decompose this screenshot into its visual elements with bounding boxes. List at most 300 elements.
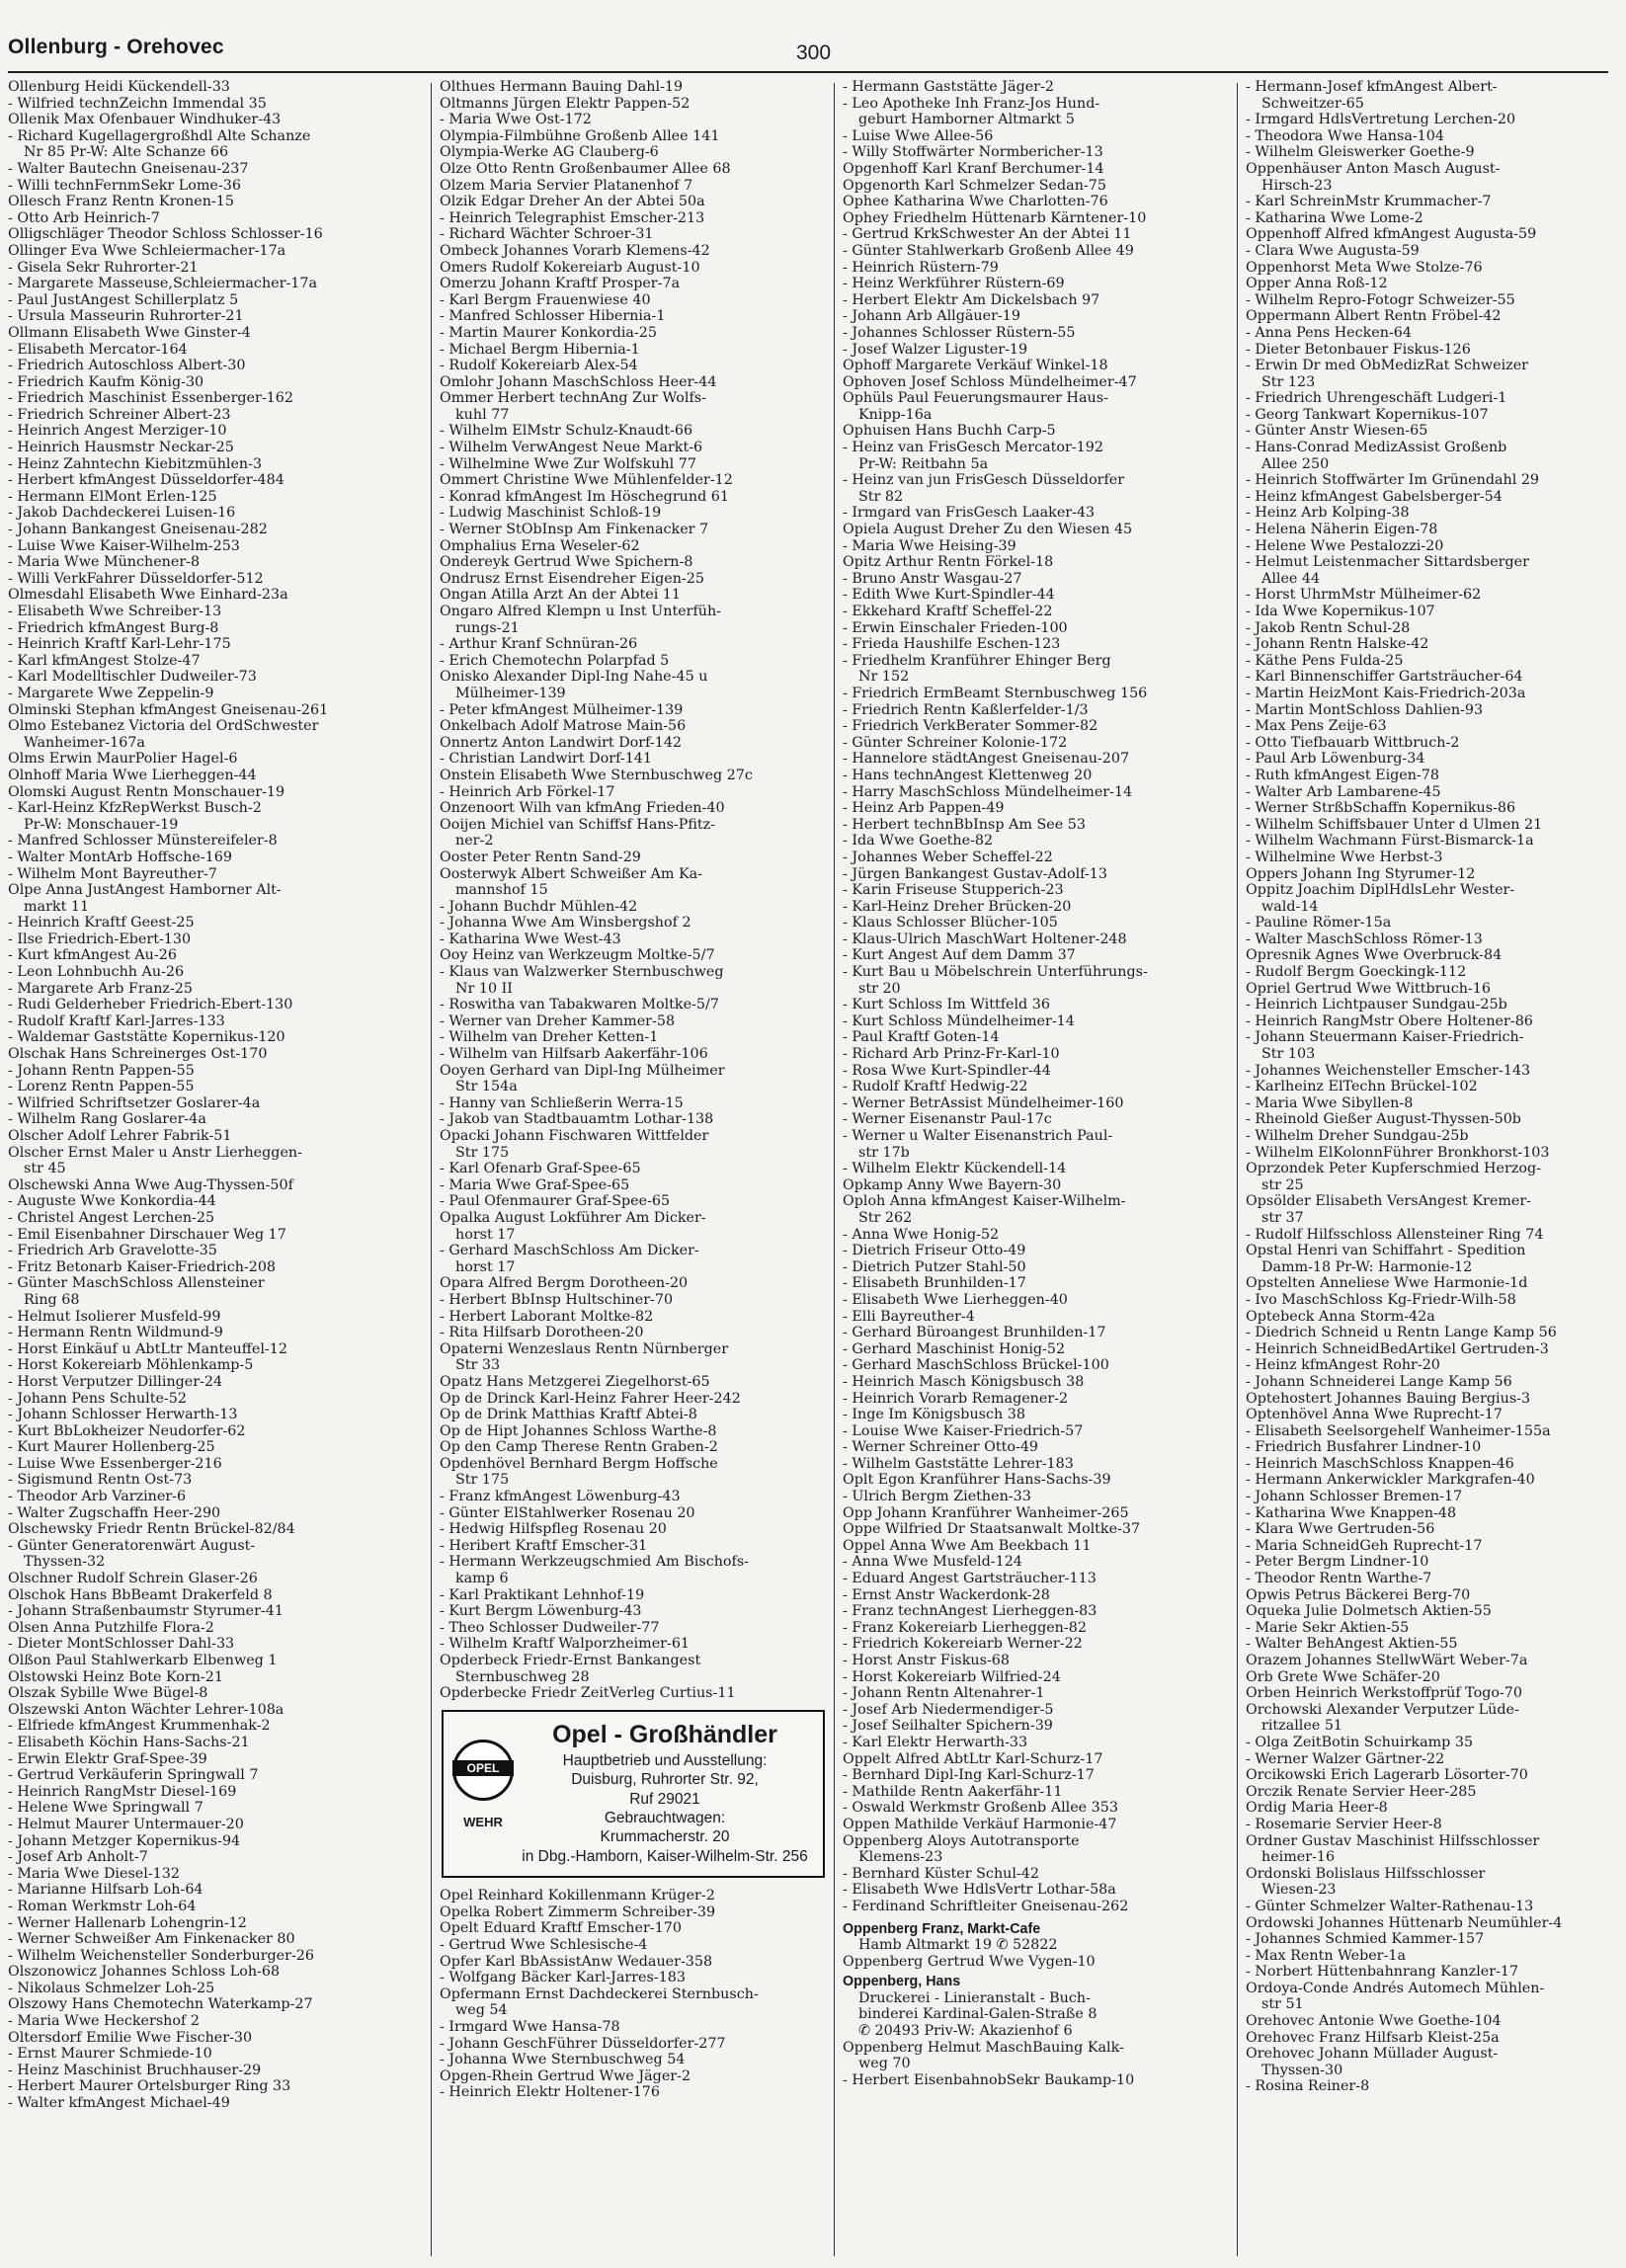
directory-entry: - Horst Anstr Fiskus-68 bbox=[843, 1653, 1010, 1668]
directory-entry: Olschner Rudolf Schrein Glaser-26 bbox=[8, 1571, 258, 1587]
directory-entry: Oppermann Albert Rentn Fröbel-42 bbox=[1246, 308, 1502, 325]
directory-entry: Omers Rudolf Kokereiarb August-10 bbox=[440, 259, 700, 276]
directory-entry: - Mathilde Rentn Aakerfähr-11 bbox=[843, 1783, 1063, 1800]
directory-entry: - Martin MontSchloss Dahlien-93 bbox=[1246, 701, 1484, 718]
directory-entry: Olympia-Filmbühne Großenb Allee 141 bbox=[440, 127, 720, 144]
directory-entry: Klemens-23 bbox=[858, 1849, 943, 1866]
directory-entry: Onkelbach Adolf Matrose Main-56 bbox=[440, 718, 687, 735]
directory-entry: Opresnik Agnes Wwe Overbruck-84 bbox=[1246, 947, 1503, 964]
directory-entry: - Elisabeth Seelsorgehelf Wanheimer-155a bbox=[1246, 1422, 1551, 1439]
ad-line: Hauptbetrieb und Ausstellung: bbox=[562, 1751, 768, 1769]
directory-entry: - Paul Ofenmaurer Graf-Spee-65 bbox=[440, 1193, 671, 1210]
directory-entry: - Johannes Schmied Kammer-157 bbox=[1246, 1931, 1485, 1948]
directory-entry: - Ernst Anstr Wackerdonk-28 bbox=[843, 1586, 1050, 1603]
directory-entry: - Maria Wwe Heckershof 2 bbox=[8, 2013, 200, 2030]
directory-entry: Opstal Henri van Schiffahrt - Spedition bbox=[1246, 1243, 1526, 1259]
directory-entry: - Johann GeschFührer Düsseldorfer-277 bbox=[440, 2035, 726, 2052]
directory-entry: - Wilhelmine Wwe Herbst-3 bbox=[1246, 849, 1443, 865]
directory-entry: - Katharina Wwe Knappen-48 bbox=[1246, 1504, 1457, 1521]
directory-entry: - Karin Friseuse Stupperich-23 bbox=[843, 882, 1064, 899]
directory-entry: Oplt Egon Kranführer Hans-Sachs-39 bbox=[843, 1472, 1111, 1489]
ad-title: Opel - Großhändler bbox=[552, 1720, 777, 1748]
directory-entry: str 45 bbox=[24, 1161, 66, 1177]
directory-entry: - Karl Praktikant Lehnhof-19 bbox=[440, 1586, 645, 1603]
directory-entry: - Heinrich Hausmstr Neckar-25 bbox=[8, 440, 234, 456]
directory-entry: - Sigismund Rentn Ost-73 bbox=[8, 1472, 193, 1489]
directory-entry: - Johann Pens Schulte-52 bbox=[8, 1390, 187, 1407]
directory-entry: - Elisabeth Wwe Schreiber-13 bbox=[8, 604, 222, 619]
directory-entry: - Heinrich Kraftf Geest-25 bbox=[8, 915, 195, 932]
directory-entry: - Konrad kfmAngest Im Höschegrund 61 bbox=[440, 488, 729, 505]
directory-entry: Orazem Johannes StellwWärt Weber-7a bbox=[1246, 1653, 1528, 1668]
directory-entry: - Herbert BbInsp Hultschiner-70 bbox=[440, 1291, 674, 1308]
directory-entry: - Martin HeizMont Kais-Friedrich-203a bbox=[1246, 685, 1526, 701]
directory-entry: ✆ 20493 Priv-W: Akazienhof 6 bbox=[858, 2023, 1073, 2040]
directory-entry: Opsölder Elisabeth VersAngest Kremer- bbox=[1246, 1193, 1532, 1210]
directory-entry: - Dietrich Putzer Stahl-50 bbox=[843, 1258, 1026, 1275]
directory-entry: Optenhövel Anna Wwe Ruprecht-17 bbox=[1246, 1407, 1503, 1423]
directory-entry: Olszonowicz Johannes Schloss Loh-68 bbox=[8, 1964, 281, 1981]
directory-entry: - Karl Bergm Frauenwiese 40 bbox=[440, 291, 651, 308]
directory-entry: - Christel Angest Lerchen-25 bbox=[8, 1209, 215, 1226]
directory-entry: - Johann Schneiderei Lange Kamp 56 bbox=[1246, 1373, 1512, 1390]
directory-entry: Oppenberg Helmut MaschBauing Kalk- bbox=[843, 2039, 1124, 2056]
directory-entry: - Friedrich Kaufm König-30 bbox=[8, 373, 204, 390]
directory-entry: - Jakob van Stadtbauamtm Lothar-138 bbox=[440, 1111, 714, 1128]
directory-entry: - Werner u Walter Eisenanstrich Paul- bbox=[843, 1128, 1113, 1144]
directory-entry: - Arthur Kranf Schnüran-26 bbox=[440, 636, 638, 653]
directory-entry: kamp 6 bbox=[455, 1571, 509, 1587]
directory-entry: Op den Camp Therese Rentn Graben-2 bbox=[440, 1439, 718, 1456]
directory-entry: - Johann Bankangest Gneisenau-282 bbox=[8, 522, 268, 538]
directory-entry: - Erwin Dr med ObMedizRat Schweizer bbox=[1246, 358, 1529, 374]
directory-entry: Ombeck Johannes Vorarb Klemens-42 bbox=[440, 242, 710, 259]
directory-entry: - Theodor Rentn Warthe-7 bbox=[1246, 1571, 1432, 1587]
directory-entry: - Elli Bayreuther-4 bbox=[843, 1308, 975, 1325]
directory-entry: Pr-W: Monschauer-19 bbox=[24, 816, 179, 833]
directory-entry: Thyssen-30 bbox=[1261, 2062, 1343, 2078]
directory-entry: - Wilfried Schriftsetzer Goslarer-4a bbox=[8, 1094, 261, 1111]
directory-entry: - Norbert Hüttenbahnrang Kanzler-17 bbox=[1246, 1964, 1519, 1981]
directory-entry: - Heinrich SchneidBedArtikel Gertruden-3 bbox=[1246, 1340, 1549, 1357]
directory-entry: Sternbuschweg 28 bbox=[455, 1668, 590, 1685]
directory-entry: - Horst Kokereiarb Möhlenkamp-5 bbox=[8, 1357, 254, 1374]
directory-entry: - Rudolf Bergm Goeckingk-112 bbox=[1246, 964, 1467, 981]
directory-entry: - Wilfried technZeichn Immendal 35 bbox=[8, 95, 267, 112]
directory-entry: Ongaro Alfred Klempn u Inst Unterfüh- bbox=[440, 604, 722, 619]
directory-entry: Str 262 bbox=[858, 1209, 913, 1226]
directory-entry: Olschak Hans Schreinerges Ost-170 bbox=[8, 1046, 268, 1063]
opel-logo-subtitle: WEHR bbox=[463, 1814, 503, 1829]
directory-entry: - Willi technFernmSekr Lome-36 bbox=[8, 177, 241, 194]
directory-entry: - Gerhard MaschSchloss Brückel-100 bbox=[843, 1357, 1109, 1374]
directory-entry: Opacki Johann Fischwaren Wittfelder bbox=[440, 1128, 709, 1144]
directory-entry: - Friedrich kfmAngest Burg-8 bbox=[8, 619, 219, 636]
directory-entry: - Herbert EisenbahnobSekr Baukamp-10 bbox=[843, 2071, 1135, 2088]
directory-entry: - Roman Werkmstr Loh-64 bbox=[8, 1898, 197, 1914]
ad-line: Duisburg, Ruhrorter Str. 92, bbox=[571, 1771, 759, 1789]
directory-entry: - Luise Wwe Essenberger-216 bbox=[8, 1455, 222, 1472]
directory-entry: - Wilhelm Wachmann Fürst-Bismarck-1a bbox=[1246, 833, 1534, 850]
column-1 bbox=[8, 79, 395, 2262]
directory-entry: Olnhoff Maria Wwe Lierheggen-44 bbox=[8, 767, 257, 783]
directory-entry: - Kurt Bergm Löwenburg-43 bbox=[440, 1603, 642, 1620]
directory-entry: Olszowy Hans Chemotechn Waterkamp-27 bbox=[8, 1996, 313, 2013]
directory-entry: Opaterni Wenzeslaus Rentn Nürnberger bbox=[440, 1340, 729, 1357]
ad-line: Ruf 29021 bbox=[629, 1790, 700, 1808]
directory-entry: Ordoya-Conde Andrés Automech Mühlen- bbox=[1246, 1980, 1545, 1996]
directory-entry: Opfer Karl BbAssistAnw Wedauer-358 bbox=[440, 1953, 713, 1970]
directory-entry: - Leo Apotheke Inh Franz-Jos Hund- bbox=[843, 95, 1100, 112]
directory-entry: - Herbert Maurer Ortelsburger Ring 33 bbox=[8, 2078, 291, 2095]
directory-entry: - Walter BehAngest Aktien-55 bbox=[1246, 1636, 1458, 1653]
directory-entry: - Rheinold Gießer August-Thyssen-50b bbox=[1246, 1111, 1521, 1128]
directory-entry: - Wilhelm Dreher Sundgau-25b bbox=[1246, 1128, 1469, 1144]
directory-entry: Oosterwyk Albert Schweißer Am Ka- bbox=[440, 865, 702, 882]
column-3 bbox=[843, 79, 1230, 2262]
directory-entry: Orchowski Alexander Verputzer Lüde- bbox=[1246, 1701, 1519, 1718]
directory-entry: - Dieter MontSchlosser Dahl-33 bbox=[8, 1636, 235, 1653]
directory-entry: - Auguste Wwe Konkordia-44 bbox=[8, 1193, 216, 1210]
directory-entry: - Paul Kraftf Goten-14 bbox=[843, 1029, 1000, 1046]
directory-entry: Olsen Anna Putzhilfe Flora-2 bbox=[8, 1619, 214, 1636]
directory-entry: - Werner StObInsp Am Finkenacker 7 bbox=[440, 522, 709, 538]
directory-entry: - Horst Kokereiarb Wilfried-24 bbox=[843, 1668, 1061, 1685]
directory-entry: - Günter MaschSchloss Allensteiner bbox=[8, 1275, 265, 1292]
directory-entry: Opper Anna Roß-12 bbox=[1246, 276, 1388, 292]
directory-entry: Optebeck Anna Storm-42a bbox=[1246, 1308, 1435, 1325]
directory-entry: - Heinrich Masch Königsbusch 38 bbox=[843, 1373, 1085, 1390]
directory-entry: kuhl 77 bbox=[455, 406, 510, 423]
column-divider bbox=[834, 83, 835, 2256]
opel-advertisement bbox=[442, 1710, 825, 1878]
directory-entry: - Inge Im Königsbusch 38 bbox=[843, 1407, 1025, 1423]
directory-entry: Knipp-16a bbox=[858, 406, 933, 423]
directory-entry: str 25 bbox=[1261, 1176, 1304, 1193]
directory-entry: - Marianne Hilfsarb Loh-64 bbox=[8, 1882, 203, 1899]
directory-entry: Str 154a bbox=[455, 1079, 518, 1095]
directory-entry: - Theo Schlosser Dudweiler-77 bbox=[440, 1619, 660, 1636]
directory-entry: - Werner Hallenarb Lohengrin-12 bbox=[8, 1914, 247, 1931]
directory-entry: heimer-16 bbox=[1261, 1849, 1336, 1866]
directory-entry: - Herbert Laborant Moltke-82 bbox=[440, 1308, 654, 1325]
directory-entry: - Walter kfmAngest Michael-49 bbox=[8, 2095, 230, 2112]
directory-entry: Orehovec Johann Müllader August- bbox=[1246, 2046, 1499, 2063]
directory-entry: Ophey Friedhelm Hüttenarb Kärntener-10 bbox=[843, 209, 1147, 226]
directory-entry: - Hermann ElMont Erlen-125 bbox=[8, 488, 217, 505]
directory-entry: - Friedrich VerkBerater Sommer-82 bbox=[843, 718, 1098, 735]
directory-entry: - Ilse Friedrich-Ebert-130 bbox=[8, 931, 192, 947]
directory-entry: Oppenhorst Meta Wwe Stolze-76 bbox=[1246, 259, 1483, 276]
directory-entry: - Ida Wwe Goethe-82 bbox=[843, 833, 994, 850]
directory-entry: Orb Grete Wwe Schäfer-20 bbox=[1246, 1668, 1440, 1685]
directory-entry: - Friedrich Arb Gravelotte-35 bbox=[8, 1243, 217, 1259]
directory-entry: Op de Drink Matthias Kraftf Abtei-8 bbox=[440, 1407, 697, 1423]
directory-entry: - Karlheinz ElTechn Brückel-102 bbox=[1246, 1079, 1478, 1095]
directory-entry: Hirsch-23 bbox=[1261, 177, 1333, 194]
directory-entry: - Pauline Römer-15a bbox=[1246, 915, 1392, 932]
directory-entry: - Maria Wwe Münchener-8 bbox=[8, 554, 201, 571]
directory-entry: Ring 68 bbox=[24, 1291, 80, 1308]
directory-entry: weg 54 bbox=[455, 2002, 508, 2019]
directory-entry: - Theodora Wwe Hansa-104 bbox=[1246, 127, 1444, 144]
directory-entry: - Leon Lohnbuchh Au-26 bbox=[8, 964, 185, 981]
directory-entry: - Walter Arb Lambarene-45 bbox=[1246, 783, 1441, 800]
ad-text bbox=[515, 1720, 815, 1866]
directory-entry: Opriel Gertrud Wwe Wittbruch-16 bbox=[1246, 980, 1491, 997]
directory-entry: - Kurt Angest Auf dem Damm 37 bbox=[843, 947, 1076, 964]
directory-entry: - Maria SchneidGeh Ruprecht-17 bbox=[1246, 1537, 1483, 1554]
directory-entry: - Wilhelm van Dreher Ketten-1 bbox=[440, 1029, 659, 1046]
directory-entry: - Johann Steuermann Kaiser-Friedrich- bbox=[1246, 1029, 1524, 1046]
directory-entry: - Günter Stahlwerkarb Großenb Allee 49 bbox=[843, 242, 1134, 259]
directory-entry: - Jakob Rentn Schul-28 bbox=[1246, 619, 1411, 636]
directory-entry: Oprzondek Peter Kupferschmied Herzog- bbox=[1246, 1161, 1541, 1177]
directory-entry: Olympia-Werke AG Clauberg-6 bbox=[440, 144, 659, 161]
directory-entry: Ooster Peter Rentn Sand-29 bbox=[440, 849, 641, 865]
directory-entry: - Bernhard Dipl-Ing Karl-Schurz-17 bbox=[843, 1767, 1095, 1784]
directory-entry: Optehostert Johannes Bauing Bergius-3 bbox=[1246, 1390, 1531, 1407]
directory-entry: - Heinrich Kraftf Karl-Lehr-175 bbox=[8, 636, 231, 653]
directory-entry: - Georg Tankwart Kopernikus-107 bbox=[1246, 406, 1489, 423]
listing-heading: Oppenberg, Hans bbox=[843, 1974, 961, 1990]
directory-entry: Opdenhövel Bernhard Bergm Hoffsche bbox=[440, 1455, 718, 1472]
directory-entry: Str 123 bbox=[1261, 373, 1316, 390]
directory-entry: Ordig Maria Heer-8 bbox=[1246, 1800, 1388, 1817]
directory-entry: - Gertrud Verkäuferin Springwall 7 bbox=[8, 1767, 259, 1784]
directory-entry: - Werner Eisenanstr Paul-17c bbox=[843, 1111, 1052, 1128]
directory-entry: - Elisabeth Wwe Lierheggen-40 bbox=[843, 1291, 1068, 1308]
directory-entry: - Helmut Maurer Untermauer-20 bbox=[8, 1816, 244, 1832]
directory-entry: - Otto Arb Heinrich-7 bbox=[8, 209, 160, 226]
directory-entry: Ordonski Bolislaus Hilfsschlosser bbox=[1246, 1865, 1486, 1882]
directory-entry: mannshof 15 bbox=[455, 882, 548, 899]
directory-entry: Oppenberg Aloys Autotransporte bbox=[843, 1832, 1080, 1849]
directory-entry: - Wilhelm ElKolonnFührer Bronkhorst-103 bbox=[1246, 1144, 1550, 1161]
directory-entry: - Hedwig Hilfspfleg Rosenau 20 bbox=[440, 1521, 667, 1538]
column-3-entries-top bbox=[843, 79, 1230, 1915]
directory-entry: - Walter MontArb Hoffsche-169 bbox=[8, 849, 232, 865]
directory-entry: - Erich Chemotechn Polarpfad 5 bbox=[440, 652, 670, 669]
column-4 bbox=[1246, 79, 1626, 2262]
directory-entry: - Helene Wwe Pestalozzi-20 bbox=[1246, 537, 1444, 554]
opel-logo-icon bbox=[452, 1740, 514, 1801]
directory-entry: Ollesch Franz Rentn Kronen-15 bbox=[8, 194, 234, 210]
directory-entry: Olszewski Anton Wächter Lehrer-108a bbox=[8, 1701, 285, 1718]
directory-entry: markt 11 bbox=[24, 898, 90, 915]
directory-entry: - Frieda Haushilfe Eschen-123 bbox=[843, 636, 1061, 653]
directory-entry: - Johann Arb Allgäuer-19 bbox=[843, 308, 1020, 325]
directory-entry: Olomski August Rentn Monschauer-19 bbox=[8, 783, 285, 800]
directory-entry: - Walter Zugschaffn Heer-290 bbox=[8, 1504, 221, 1521]
directory-entry: Oppe Wilfried Dr Staatsanwalt Moltke-37 bbox=[843, 1521, 1141, 1538]
directory-entry: Opitz Arthur Rentn Förkel-18 bbox=[843, 554, 1054, 571]
directory-entry: - Rudolf Hilfsschloss Allensteiner Ring 74 bbox=[1246, 1226, 1544, 1243]
directory-entry: - Willi VerkFahrer Düsseldorfer-512 bbox=[8, 570, 264, 587]
directory-entry: Olßon Paul Stahlwerkarb Elbenweg 1 bbox=[8, 1653, 278, 1668]
ad-line: in Dbg.-Hamborn, Kaiser-Wilhelm-Str. 256 bbox=[522, 1847, 808, 1865]
directory-entry: Ooy Heinz van Werkzeugm Moltke-5/7 bbox=[440, 947, 715, 964]
directory-entry: Opderbeck Friedr-Ernst Bankangest bbox=[440, 1653, 701, 1668]
directory-entry: Olpe Anna JustAngest Hamborner Alt- bbox=[8, 882, 282, 899]
directory-entry: - Eduard Angest Gartsträucher-113 bbox=[843, 1571, 1097, 1587]
directory-entry: - Werner StrßbSchaffn Kopernikus-86 bbox=[1246, 800, 1516, 817]
directory-entry: Olscher Adolf Lehrer Fabrik-51 bbox=[8, 1128, 232, 1144]
directory-entry: - Oswald Werkmstr Großenb Allee 353 bbox=[843, 1800, 1118, 1817]
directory-entry: Omlohr Johann MaschSchloss Heer-44 bbox=[440, 373, 717, 390]
directory-entry: - Wilhelm Gleiswerker Goethe-9 bbox=[1246, 144, 1475, 161]
directory-entry: Opatz Hans Metzgerei Ziegelhorst-65 bbox=[440, 1373, 710, 1390]
directory-entry: - Helmut Leistenmacher Sittardsberger bbox=[1246, 554, 1529, 571]
directory-entry: Orczik Renate Servier Heer-285 bbox=[1246, 1783, 1477, 1800]
directory-entry: - Friedrich Uhrengeschäft Ludgeri-1 bbox=[1246, 390, 1507, 407]
directory-entry: - Max Pens Zeije-63 bbox=[1246, 718, 1387, 735]
directory-entry: Onzenoort Wilh van kfmAng Frieden-40 bbox=[440, 800, 725, 817]
directory-entry: - Johann Rentn Pappen-55 bbox=[8, 1062, 195, 1079]
directory-entry: binderei Kardinal-Galen-Straße 8 bbox=[858, 2006, 1098, 2023]
directory-entry: - Klaus-Ulrich MaschWart Holtener-248 bbox=[843, 931, 1127, 947]
directory-entry: - Günter Anstr Wiesen-65 bbox=[1246, 423, 1428, 440]
directory-entry: - Rudolf Kraftf Karl-Jarres-133 bbox=[8, 1012, 225, 1029]
directory-entry: - Kurt Schloss Mündelheimer-14 bbox=[843, 1012, 1075, 1029]
directory-entry: Onisko Alexander Dipl-Ing Nahe-45 u bbox=[440, 669, 708, 686]
directory-entry: Nr 85 Pr-W: Alte Schanze 66 bbox=[24, 144, 229, 161]
directory-entry: - Franz kfmAngest Löwenburg-43 bbox=[440, 1489, 681, 1505]
directory-entry: str 20 bbox=[858, 980, 901, 997]
directory-entry: Ondrusz Ernst Eisendreher Eigen-25 bbox=[440, 570, 705, 587]
directory-entry: - Johann Buchdr Mühlen-42 bbox=[440, 898, 638, 915]
directory-entry: - Richard Kugellagergroßhdl Alte Schanze bbox=[8, 127, 311, 144]
directory-entry: - Rosemarie Servier Heer-8 bbox=[1246, 1816, 1442, 1832]
column-divider bbox=[1237, 83, 1238, 2256]
directory-entry: - Edith Wwe Kurt-Spindler-44 bbox=[843, 587, 1055, 604]
directory-entry: - Karl-Heinz Dreher Brücken-20 bbox=[843, 898, 1072, 915]
directory-entry: - Wilhelm Elektr Kückendell-14 bbox=[843, 1161, 1067, 1177]
directory-entry: Ommer Herbert technAng Zur Wolfs- bbox=[440, 390, 706, 407]
directory-entry: Olschewski Anna Wwe Aug-Thyssen-50f bbox=[8, 1176, 293, 1193]
directory-entry: Olzem Maria Servier Platanenhof 7 bbox=[440, 177, 693, 194]
directory-entry: - Elisabeth Brunhilden-17 bbox=[843, 1275, 1026, 1292]
directory-entry: Ooijen Michiel van Schiffsf Hans-Pfitz- bbox=[440, 816, 716, 833]
directory-entry: - Werner BetrAssist Mündelheimer-160 bbox=[843, 1094, 1124, 1111]
directory-entry: - Nikolaus Schmelzer Loh-25 bbox=[8, 1980, 215, 1996]
directory-entry: Onnertz Anton Landwirt Dorf-142 bbox=[440, 734, 683, 751]
directory-entry: Oppel Anna Wwe Am Beekbach 11 bbox=[843, 1537, 1092, 1554]
directory-entry: - Werner Schweißer Am Finkenacker 80 bbox=[8, 1931, 295, 1948]
directory-entry: - Heinrich Arb Förkel-17 bbox=[440, 783, 615, 800]
directory-entry: - Elfriede kfmAngest Krummenhak-2 bbox=[8, 1718, 271, 1735]
directory-entry: - Josef Arb Anholt-7 bbox=[8, 1849, 148, 1866]
directory-entry: - Werner Walzer Gärtner-22 bbox=[1246, 1750, 1445, 1767]
directory-entry: - Johann Straßenbaumstr Styrumer-41 bbox=[8, 1603, 284, 1620]
directory-entry: - Friedrich Maschinist Essenberger-162 bbox=[8, 390, 293, 407]
directory-entry: Opiela August Dreher Zu den Wiesen 45 bbox=[843, 522, 1133, 538]
directory-entry: - Irmgard Wwe Hansa-78 bbox=[440, 2018, 620, 2035]
directory-entry: - Dietrich Friseur Otto-49 bbox=[843, 1243, 1026, 1259]
directory-entry: Oppen Mathilde Verkäuf Harmonie-47 bbox=[843, 1816, 1117, 1832]
directory-entry: - Heinz Arb Kolping-38 bbox=[1246, 505, 1410, 522]
directory-entry: Str 103 bbox=[1261, 1046, 1316, 1063]
directory-entry: - Ruth kfmAngest Eigen-78 bbox=[1246, 767, 1439, 783]
directory-entry: - Maria Wwe Graf-Spee-65 bbox=[440, 1176, 630, 1193]
directory-entry: - Jürgen Bankangest Gustav-Adolf-13 bbox=[843, 865, 1107, 882]
directory-entry: Olzik Edgar Dreher An der Abtei 50a bbox=[440, 194, 705, 210]
directory-entry: - Friedrich Rentn Kaßlerfelder-1/3 bbox=[843, 701, 1089, 718]
directory-entry: - Hans technAngest Klettenweg 20 bbox=[843, 767, 1093, 783]
directory-entry: - Heinz van jun FrisGesch Düsseldorfer bbox=[843, 472, 1125, 489]
directory-entry: - Emil Eisenbahner Dirschauer Weg 17 bbox=[8, 1226, 286, 1243]
directory-entry: - Heinrich Telegraphist Emscher-213 bbox=[440, 209, 705, 226]
directory-entry: Omerzu Johann Kraftf Prosper-7a bbox=[440, 276, 681, 292]
directory-entry: - Gisela Sekr Ruhrorter-21 bbox=[8, 259, 199, 276]
directory-entry: - Elisabeth Wwe HdlsVertr Lothar-58a bbox=[843, 1882, 1116, 1899]
directory-entry: - Anna Wwe Honig-52 bbox=[843, 1226, 1000, 1243]
directory-entry: Oppenberg Gertrud Wwe Vygen-10 bbox=[843, 1953, 1096, 1970]
directory-entry: rungs-21 bbox=[455, 619, 520, 636]
directory-entry: Opelt Eduard Kraftf Emscher-170 bbox=[440, 1920, 682, 1937]
directory-entry: - Paul JustAngest Schillerplatz 5 bbox=[8, 291, 239, 308]
directory-entry: - Ferdinand Schriftleiter Gneisenau-262 bbox=[843, 1898, 1129, 1914]
directory-entry: ner-2 bbox=[455, 833, 494, 850]
directory-entry: Op de Drinck Karl-Heinz Fahrer Heer-242 bbox=[440, 1390, 741, 1407]
directory-entry: - Rudolf Kraftf Hedwig-22 bbox=[843, 1079, 1028, 1095]
directory-entry: Ophee Katharina Wwe Charlotten-76 bbox=[843, 194, 1108, 210]
directory-entry: horst 17 bbox=[455, 1258, 516, 1275]
directory-entry: - Olga ZeitBotin Schuirkamp 35 bbox=[1246, 1734, 1474, 1750]
directory-entry: - Heinz Werkführer Rüstern-69 bbox=[843, 276, 1065, 292]
directory-entry: - Diedrich Schneid u Rentn Lange Kamp 56 bbox=[1246, 1325, 1557, 1341]
directory-entry: - Maria Wwe Heising-39 bbox=[843, 537, 1016, 554]
directory-entry: - Karl kfmAngest Stolze-47 bbox=[8, 652, 201, 669]
directory-entry: Schweitzer-65 bbox=[1261, 95, 1364, 112]
directory-entry: geburt Hamborner Altmarkt 5 bbox=[858, 112, 1075, 128]
directory-entry: - Ekkehard Kraftf Scheffel-22 bbox=[843, 604, 1053, 619]
directory-entry: - Clara Wwe Augusta-59 bbox=[1246, 242, 1420, 259]
column-divider bbox=[431, 83, 432, 2256]
column-2-entries-top bbox=[440, 79, 827, 1702]
directory-entry: Oqueka Julie Dolmetsch Aktien-55 bbox=[1246, 1603, 1492, 1620]
directory-entry: - Maria Wwe Diesel-132 bbox=[8, 1865, 180, 1882]
directory-entry: - Hermann Rentn Wildmund-9 bbox=[8, 1325, 223, 1341]
opel-logo-text: OPEL bbox=[452, 1760, 514, 1776]
directory-entry: Olschok Hans BbBeamt Drakerfeld 8 bbox=[8, 1586, 273, 1603]
directory-entry: - Heinrich Vorarb Remagener-2 bbox=[843, 1390, 1069, 1407]
directory-entry: Ordner Gustav Maschinist Hilfsschlosser bbox=[1246, 1832, 1540, 1849]
directory-entry: - Theodor Arb Varziner-6 bbox=[8, 1489, 187, 1505]
directory-entry: - Ida Wwe Kopernikus-107 bbox=[1246, 604, 1435, 619]
directory-entry: Opelka Robert Zimmerm Schreiber-39 bbox=[440, 1904, 716, 1920]
directory-entry: - Johann Schlosser Herwarth-13 bbox=[8, 1407, 238, 1423]
directory-entry: - Friedrich ErmBeamt Sternbuschweg 156 bbox=[843, 685, 1148, 701]
directory-entry: Oppelt Alfred AbtLtr Karl-Schurz-17 bbox=[843, 1750, 1103, 1767]
directory-entry: - Ivo MaschSchloss Kg-Friedr-Wilh-58 bbox=[1246, 1291, 1516, 1308]
directory-entry: - Horst UhrmMstr Mülheimer-62 bbox=[1246, 587, 1482, 604]
directory-entry: Olmesdahl Elisabeth Wwe Einhard-23a bbox=[8, 587, 288, 604]
directory-entry: - Johannes Weber Scheffel-22 bbox=[843, 849, 1053, 865]
directory-entry: Pr-W: Reitbahn 5a bbox=[858, 455, 989, 472]
directory-entry: Ophüls Paul Feuerungsmaurer Haus- bbox=[843, 390, 1108, 407]
directory-entry: - Erwin Einschaler Frieden-100 bbox=[843, 619, 1068, 636]
directory-entry: Opgen-Rhein Gertrud Wwe Jäger-2 bbox=[440, 2067, 691, 2084]
directory-entry: - Heribert Kraftf Emscher-31 bbox=[440, 1537, 648, 1554]
directory-entry: - Heinz Arb Pappen-49 bbox=[843, 800, 1005, 817]
directory-entry: - Hermann Werkzeugschmied Am Bischofs- bbox=[440, 1554, 749, 1571]
directory-entry: - Ludwig Maschinist Schloß-19 bbox=[440, 505, 662, 522]
directory-entry: Opderbecke Friedr ZeitVerleg Curtius-11 bbox=[440, 1685, 736, 1702]
directory-entry: - Wilhelm Mont Bayreuther-7 bbox=[8, 865, 217, 882]
directory-entry: - Klara Wwe Gertruden-56 bbox=[1246, 1521, 1435, 1538]
directory-entry: - Ernst Maurer Schmiede-10 bbox=[8, 2046, 212, 2063]
